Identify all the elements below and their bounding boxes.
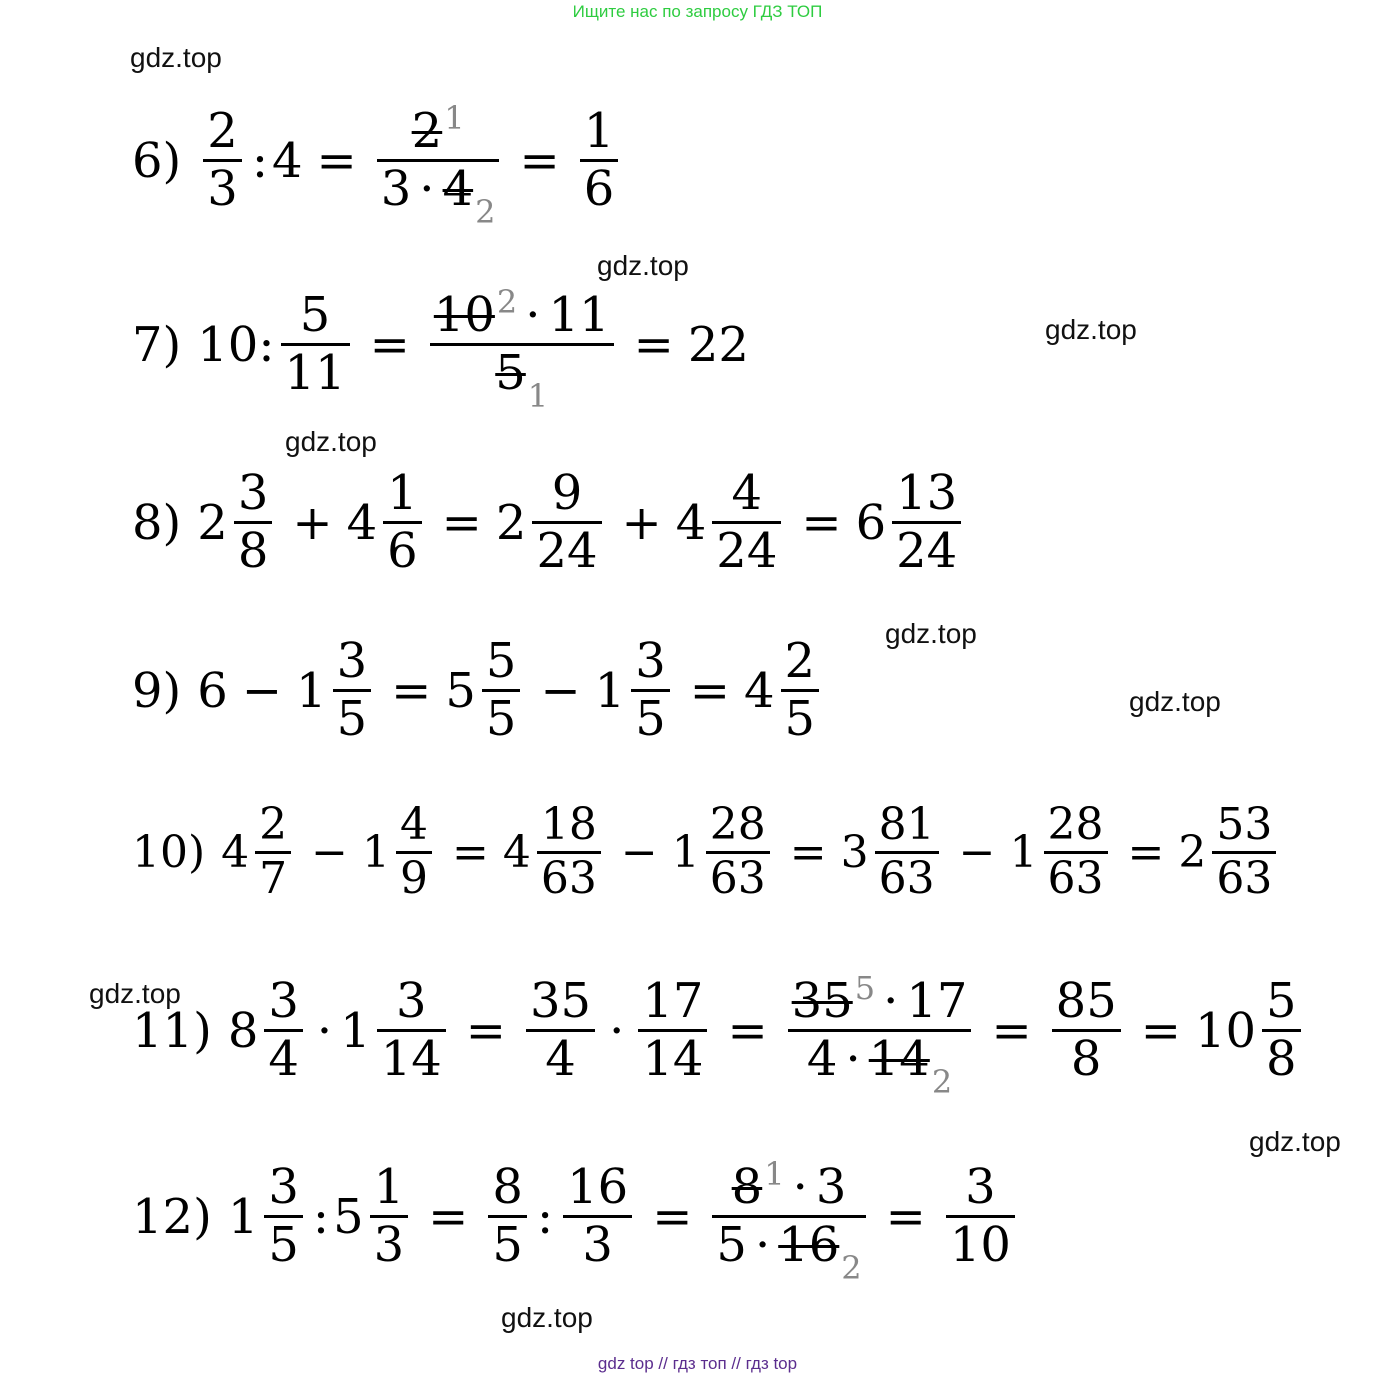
number: 4 [271,132,303,189]
whole: 2 [1178,826,1207,878]
problem-label: 12) [132,1188,212,1245]
fraction: $\frac{28}{63}$ [1044,800,1108,904]
fraction: $\frac{2}{5}$ [781,634,820,747]
fraction: $\frac{1}{3}$ [370,1160,409,1273]
result: 22 [687,316,749,373]
equals: = [633,316,674,373]
equals: = [991,1002,1032,1059]
fraction: $\frac{3}{14}$ [377,974,446,1087]
problem-11 [132,969,1307,1102]
fraction: $\frac{5}{5}$ [482,634,521,747]
operator: · [316,1002,333,1059]
problem-6 [132,99,624,232]
operator: + [292,494,333,551]
operator: − [311,826,349,878]
equals: = [441,494,482,551]
equals: = [885,1188,926,1245]
fraction: $\frac{2}{3}$ [203,104,242,217]
problem-12 [132,1155,1021,1288]
whole: 8 [227,1002,259,1059]
header-banner: Ищите нас по запросу ГДЗ ТОП [572,2,823,21]
fraction: $\frac{1}{6}$ [580,104,619,217]
whole: 4 [346,494,378,551]
fraction: $\frac{3}{5}$ [264,1160,303,1273]
problem-label: 6) [132,132,182,189]
problem-label: 9) [132,662,182,719]
operator: − [958,826,996,878]
number: 6 [197,662,228,719]
operator: : [251,132,268,189]
fraction: $\frac{8^1 \cdot 3}{5 \cdot 16_2}$ [712,1160,865,1273]
fraction: $\frac{18}{63}$ [537,800,601,904]
whole: 1 [1009,826,1038,878]
fraction: $\frac{16}{3}$ [563,1160,632,1273]
fraction: $\frac{35}{4}$ [526,974,595,1087]
fraction: $\frac{3}{5}$ [333,634,372,747]
fraction: $\frac{28}{63}$ [706,800,770,904]
fraction: $\frac{10^2 \cdot 11}{5_1}$ [430,288,614,401]
problem-10 [132,800,1282,904]
operator: · [609,1002,625,1059]
equals: = [652,1188,693,1245]
watermark: gdz.top [1045,314,1137,345]
whole: 4 [675,494,707,551]
whole: 4 [221,826,250,878]
whole: 5 [333,1188,364,1245]
whole: 4 [743,662,775,719]
problem-9 [132,634,825,747]
fraction: $\frac{3}{8}$ [234,466,273,579]
whole: 4 [502,826,531,878]
fraction: $\frac{3}{4}$ [264,974,303,1087]
watermark: gdz.top [285,426,377,457]
fraction: $\frac{13}{24}$ [892,466,961,579]
whole: 1 [340,1002,371,1059]
whole: 6 [855,494,887,551]
equals: = [789,826,827,878]
fraction: $\frac{3}{10}$ [946,1160,1015,1273]
equals: = [465,1002,507,1059]
whole: 3 [840,826,869,878]
watermark: gdz.top [501,1302,593,1333]
watermark: gdz.top [1249,1126,1341,1157]
operator: − [620,826,658,878]
equals: = [452,826,489,878]
problem-7 [132,283,749,416]
fraction: $\frac{2}{7}$ [255,800,291,904]
operator: : [312,1188,330,1245]
whole: 1 [227,1188,259,1245]
operator: + [621,494,662,551]
fraction: $\frac{3}{5}$ [631,634,670,747]
equals: = [369,316,410,373]
fraction: $\frac{2^1}{3 \cdot 4_2}$ [377,104,500,217]
whole: 1 [594,662,626,719]
whole: 2 [197,494,228,551]
whole: 5 [445,662,476,719]
problem-label: 11) [132,1002,212,1059]
watermark: gdz.top [1129,686,1221,717]
whole: 1 [671,826,700,878]
fraction: $\frac{85}{8}$ [1052,974,1121,1087]
whole: 10 [1194,1002,1257,1059]
fraction: $\frac{8}{5}$ [488,1160,527,1273]
fraction: $\frac{4}{24}$ [712,466,781,579]
problem-label: 8) [132,494,182,551]
whole: 1 [362,826,391,878]
fraction: $\frac{81}{63}$ [875,800,939,904]
operator: − [540,662,581,719]
problem-label: 7) [132,316,182,373]
whole: 2 [495,494,527,551]
equals: = [727,1002,768,1059]
fraction: $\frac{17}{14}$ [638,974,707,1087]
equals: = [801,494,842,551]
equals: = [689,662,730,719]
fraction: $\frac{35^5 \cdot 17}{4 \cdot 14_2}$ [788,974,972,1087]
watermark: gdz.top [597,250,689,281]
equals: = [391,662,432,719]
equals: = [316,132,357,189]
fraction: $\frac{5}{11}$ [281,288,350,401]
whole: 1 [296,662,327,719]
fraction: $\frac{53}{63}$ [1212,800,1276,904]
fraction: $\frac{9}{24}$ [532,466,601,579]
equals: = [1140,1002,1181,1059]
fraction: $\frac{1}{6}$ [383,466,422,579]
operator: − [241,662,283,719]
number: 10: [197,316,275,373]
watermark: gdz.top [130,42,222,73]
equals: = [519,132,560,189]
watermark: gdz.top [885,618,977,649]
watermark: gdz.top [89,978,181,1009]
problem-label: 10) [132,826,206,878]
equals: = [1127,826,1165,878]
footer-banner: gdz top // гдз топ // гдз top [597,1354,798,1373]
problem-8 [132,466,967,579]
equals: = [428,1188,469,1245]
operator: : [536,1188,554,1245]
fraction: $\frac{4}{9}$ [396,800,432,904]
fraction: $\frac{5}{8}$ [1262,974,1301,1087]
